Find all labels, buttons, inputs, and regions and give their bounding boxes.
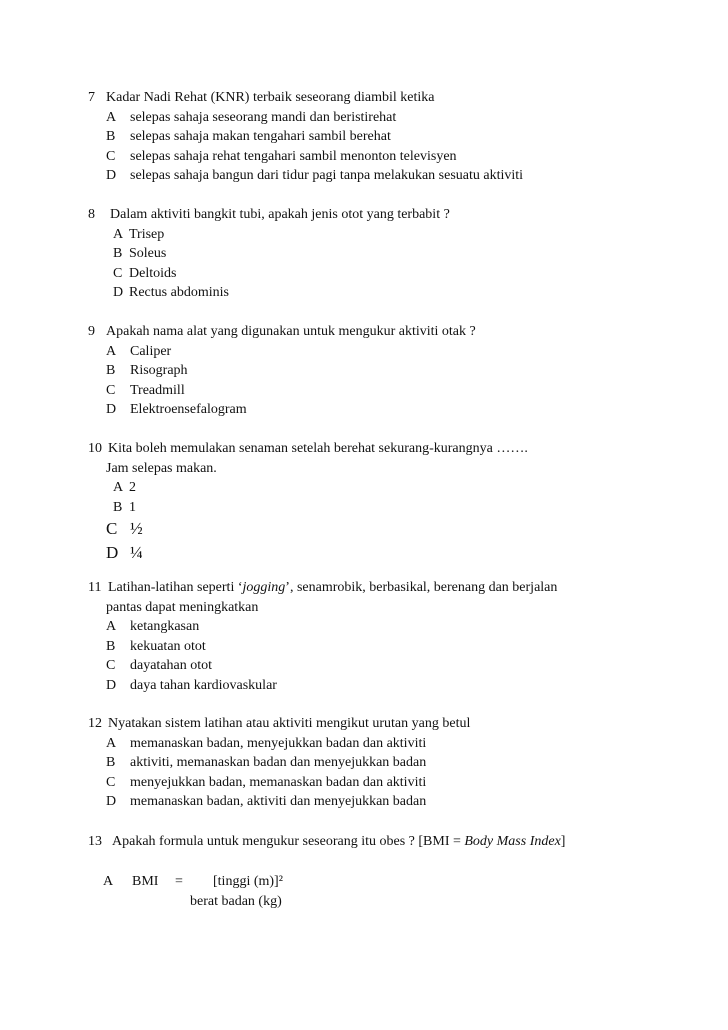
question-number: 7 xyxy=(88,90,95,105)
option-c xyxy=(88,517,688,541)
question-text: Apakah formula untuk mengukur seseorang itu obes ? [BMI = Body Mass Index] xyxy=(112,834,566,849)
option-letter: A xyxy=(113,226,124,242)
option-text: Soleus xyxy=(129,246,167,261)
option-text: 2 xyxy=(129,480,136,495)
option-c xyxy=(88,147,688,167)
option-letter: B xyxy=(106,129,116,144)
option-d xyxy=(88,166,688,186)
option-c xyxy=(88,381,688,401)
option-letter: C xyxy=(106,658,116,673)
option-text: selepas sahaja makan tengahari sambil berehat xyxy=(130,129,391,144)
option-letter: C xyxy=(106,774,116,790)
question-text-continuation: Jam selepas makan. xyxy=(106,460,217,476)
option-text: memanaskan badan, menyejukkan badan dan aktiviti xyxy=(130,735,427,751)
option-text: dayatahan otot xyxy=(130,658,213,673)
option-text: Deltoids xyxy=(129,265,177,281)
option-a xyxy=(88,225,688,245)
question-10 xyxy=(88,439,688,565)
option-letter: B xyxy=(106,638,116,654)
option-letter: D xyxy=(106,794,117,809)
question-13 xyxy=(88,832,688,852)
question-number: 12 xyxy=(88,716,102,731)
option-d xyxy=(88,541,688,565)
equals-sign: = xyxy=(175,874,183,889)
option-letter: C xyxy=(113,265,123,281)
option-a xyxy=(88,342,688,362)
option-text: menyejukkan badan, memanaskan badan dan aktiviti xyxy=(130,774,427,790)
question-number: 9 xyxy=(88,324,95,339)
option-text: Trisep xyxy=(129,226,165,242)
formula-numerator: [tinggi (m)]² xyxy=(213,874,283,889)
option-text: memanaskan badan, aktiviti dan menyejukkan badan xyxy=(130,794,427,809)
option-b xyxy=(88,753,688,773)
option-text: selepas sahaja rehat tengahari sambil menonton televisyen xyxy=(130,148,457,164)
question-number: 11 xyxy=(88,580,102,595)
question-number: 13 xyxy=(88,834,102,849)
option-b xyxy=(88,361,688,381)
option-text: ketangkasan xyxy=(130,619,200,634)
option-letter: C xyxy=(106,519,118,538)
option-text: ½ xyxy=(130,519,143,538)
option-letter: D xyxy=(106,402,117,417)
italic-term: jogging xyxy=(242,580,286,595)
option-b xyxy=(88,127,688,147)
option-letter: D xyxy=(106,677,117,693)
italic-term: Body Mass Index xyxy=(464,834,561,849)
formula-denominator: berat badan (kg) xyxy=(190,894,282,909)
option-letter: A xyxy=(106,109,117,125)
option-text: Elektroensefalogram xyxy=(130,402,247,417)
formula-label: BMI xyxy=(132,874,159,889)
question-text: Latihan-latihan seperti ‘jogging’, senamrobik, berbasikal, berenang dan berjalan xyxy=(108,580,558,595)
option-text: kekuatan otot xyxy=(130,638,206,654)
option-text: selepas sahaja bangun dari tidur pagi tanpa melakukan sesuatu aktiviti xyxy=(130,168,524,183)
option-text: selepas sahaja seseorang mandi dan beristirehat xyxy=(130,109,397,125)
option-letter: B xyxy=(106,755,116,770)
option-letter: C xyxy=(106,148,116,164)
option-a xyxy=(88,617,688,637)
question-text: Nyatakan sistem latihan atau aktiviti mengikut urutan yang betul xyxy=(108,716,471,731)
option-text: Treadmill xyxy=(130,382,185,398)
option-d xyxy=(88,283,688,303)
question-text: Kadar Nadi Rehat (KNR) terbaik seseorang diambil ketika xyxy=(106,90,435,105)
question-text-continuation: pantas dapat meningkatkan xyxy=(106,599,259,615)
option-letter: D xyxy=(113,285,124,300)
option-c xyxy=(88,773,688,793)
option-d xyxy=(88,400,688,420)
question-number: 10 xyxy=(88,441,102,456)
option-text: 1 xyxy=(129,499,136,515)
option-text: Risograph xyxy=(130,363,188,378)
option-letter: A xyxy=(113,480,124,495)
option-letter: A xyxy=(106,735,117,751)
question-number: 8 xyxy=(88,207,95,222)
option-letter: B xyxy=(106,363,116,378)
option-letter: A xyxy=(103,874,114,889)
option-a xyxy=(88,478,688,498)
question-12 xyxy=(88,714,688,812)
option-a xyxy=(88,734,688,754)
option-c xyxy=(88,656,688,676)
option-text: Caliper xyxy=(130,343,172,359)
option-letter: C xyxy=(106,382,116,398)
question-8 xyxy=(88,205,688,303)
question-9 xyxy=(88,322,688,420)
option-letter: B xyxy=(113,499,123,515)
option-text: aktiviti, memanaskan badan dan menyejukkan badan xyxy=(130,755,427,770)
option-b xyxy=(88,637,688,657)
option-c xyxy=(88,264,688,284)
option-text: ¼ xyxy=(130,543,143,562)
option-b xyxy=(88,498,688,518)
question-text: Kita boleh memulakan senaman setelah berehat sekurang-kurangnya ……. xyxy=(108,441,528,456)
option-letter: D xyxy=(106,543,119,562)
option-d xyxy=(88,792,688,812)
question-11 xyxy=(88,578,688,695)
question-text: Apakah nama alat yang digunakan untuk mengukur aktiviti otak ? xyxy=(106,324,476,339)
option-letter: D xyxy=(106,168,117,183)
option-letter: A xyxy=(106,619,117,634)
question-7 xyxy=(88,88,688,186)
option-letter: B xyxy=(113,246,123,261)
option-text: Rectus abdominis xyxy=(129,285,229,300)
option-a xyxy=(88,108,688,128)
option-letter: A xyxy=(106,343,117,359)
option-d xyxy=(88,676,688,696)
option-b xyxy=(88,244,688,264)
question-text: Dalam aktiviti bangkit tubi, apakah jenis otot yang terbabit ? xyxy=(110,207,450,222)
option-text: daya tahan kardiovaskular xyxy=(130,677,277,693)
